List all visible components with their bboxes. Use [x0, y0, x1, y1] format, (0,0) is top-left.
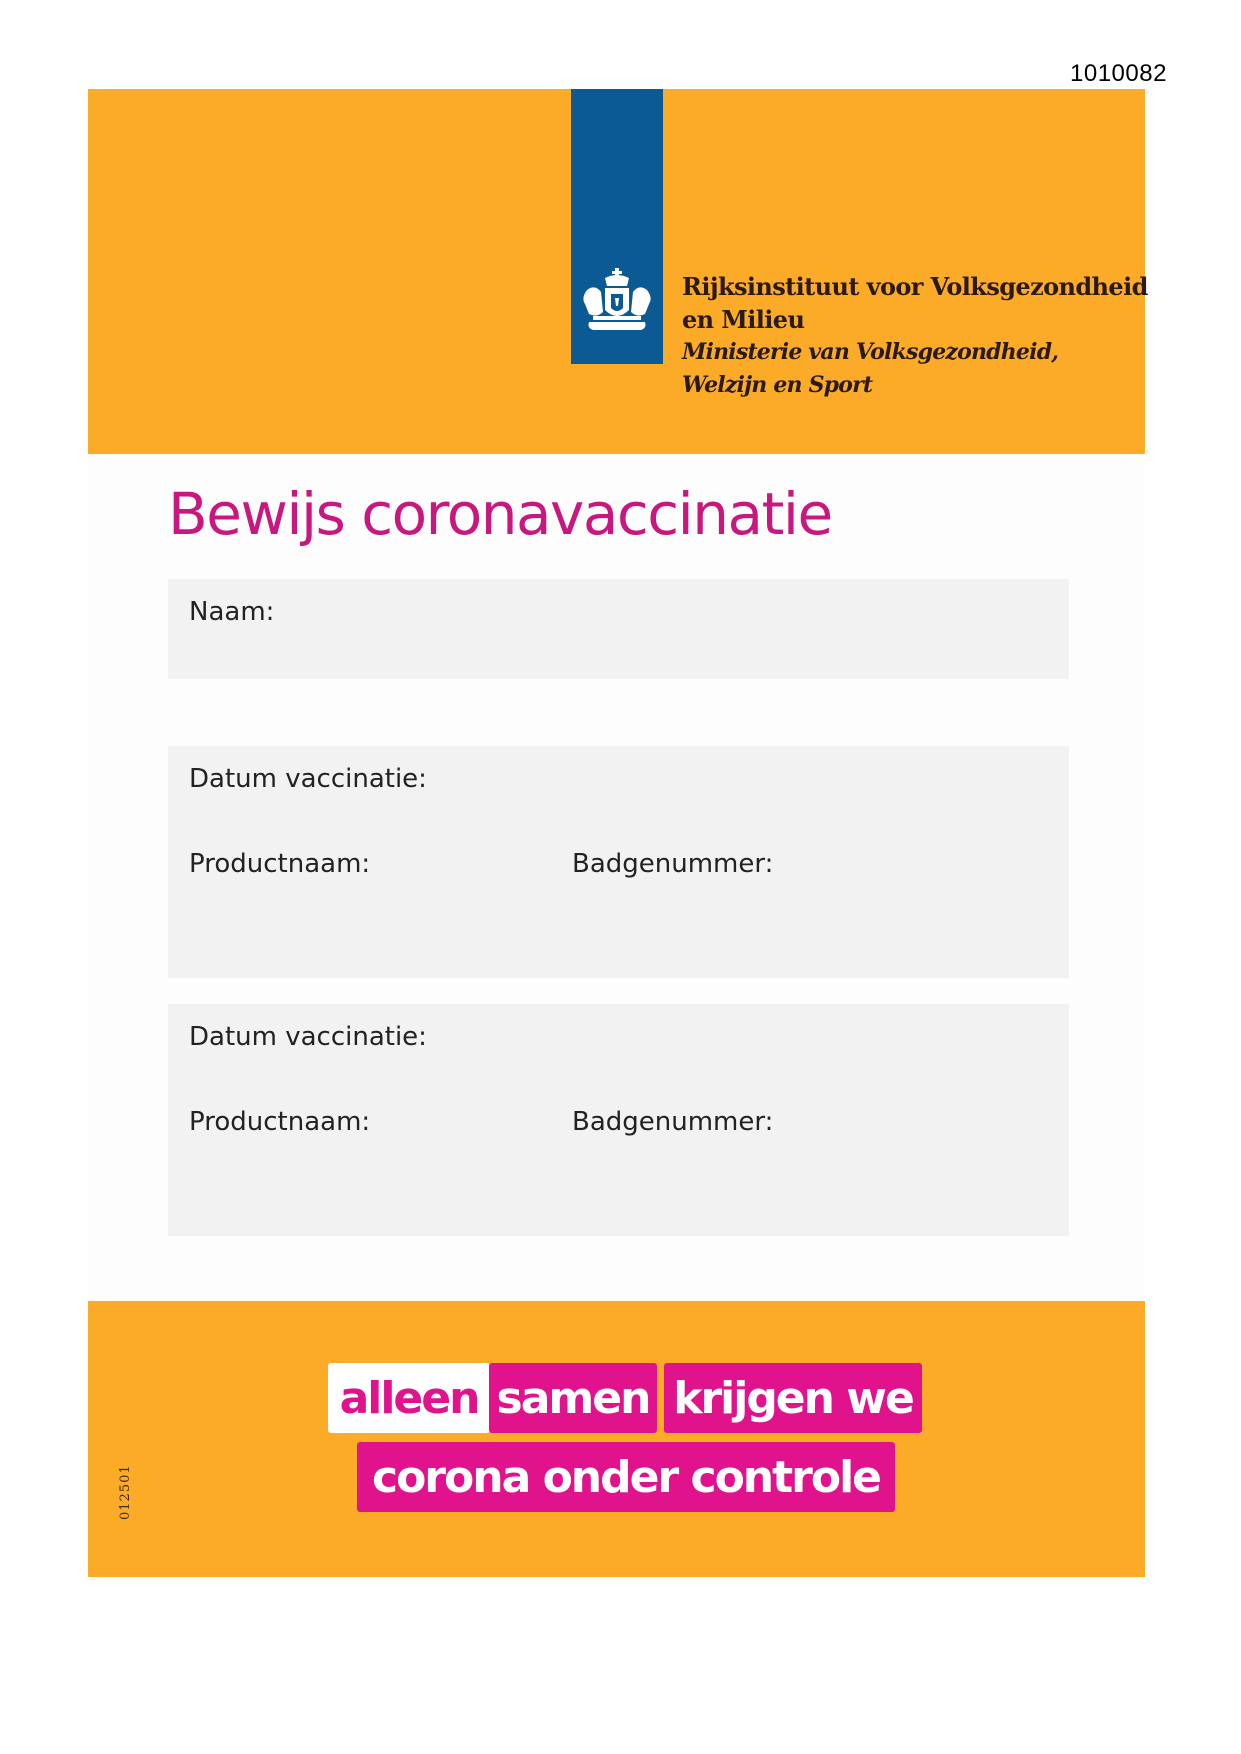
vaccination-2-batch-label: Badgenummer:: [572, 1107, 774, 1137]
org-name-line-1: Rijksinstituut voor Volksgezondheid: [682, 272, 1148, 301]
print-code: 012501: [118, 1464, 133, 1520]
vaccination-1-product-label: Productnaam:: [189, 849, 371, 879]
slogan-line-2: corona onder controle: [357, 1442, 895, 1512]
page-title: Bewijs coronavaccinatie: [168, 480, 832, 548]
ministry-name-line-1: Ministerie van Volksgezondheid,: [682, 339, 1059, 365]
footer-band: [88, 1301, 1145, 1577]
coat-of-arms-icon: [575, 268, 659, 340]
slogan-words-krijgen-we: krijgen we: [664, 1363, 922, 1433]
vaccination-1-date-label: Datum vaccinatie:: [189, 764, 427, 794]
organization-name: [682, 270, 1148, 402]
vaccination-2-product-label: Productnaam:: [189, 1107, 371, 1137]
name-field[interactable]: [168, 579, 1069, 679]
document-number: 1010082: [1070, 60, 1167, 87]
vaccination-1-batch-label: Badgenummer:: [572, 849, 774, 879]
ministry-name-line-2: Welzijn en Sport: [682, 372, 873, 398]
vaccination-2-date-label: Datum vaccinatie:: [189, 1022, 427, 1052]
org-name-line-2: en Milieu: [682, 305, 805, 334]
slogan-word-alleen: alleen: [328, 1363, 490, 1433]
slogan-word-samen: samen: [489, 1363, 657, 1433]
name-label: Naam:: [189, 597, 275, 627]
